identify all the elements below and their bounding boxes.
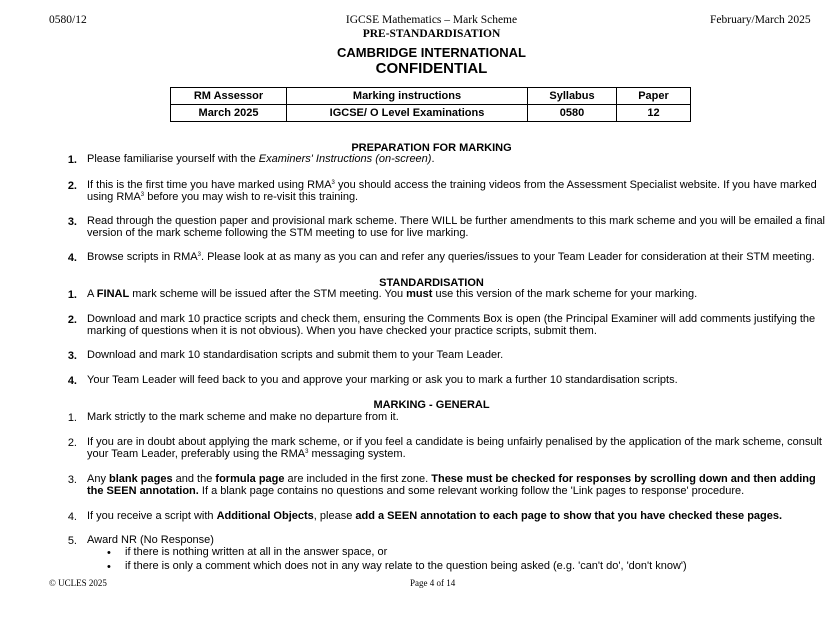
item-number: 3. (67, 216, 77, 228)
meta-value-cell: 12 (617, 105, 691, 122)
gen-item-4: If you receive a script with Additional Objects, please add a SEEN annotation to each page to show that you have checked these pages. (87, 510, 783, 522)
item-number: 3. (67, 474, 77, 486)
meta-header-cell: Paper (617, 88, 691, 105)
bullet-text: if there is only a comment which does not in any way relate to the question being asked (e.g. 'can't do', 'don't know') (125, 560, 687, 572)
prep-item-1: Please familiarise yourself with the Examiners' Instructions (on-screen). (87, 153, 435, 165)
gen-item-1: Mark strictly to the mark scheme and make no departure from it. (87, 411, 399, 423)
std-item-4: Your Team Leader will feed back to you and approve your marking or ask you to mark a further 10 standardisation scripts. (87, 374, 678, 386)
section-heading-standardisation: STANDARDISATION (379, 277, 484, 289)
meta-value-cell: March 2025 (171, 105, 287, 122)
bullet-icon: • (107, 561, 111, 573)
bullet-text: if there is nothing written at all in the answer space, or (125, 546, 388, 558)
exam-date: February/March 2025 (710, 14, 811, 26)
item-number: 1. (67, 412, 77, 424)
std-item-3: Download and mark 10 standardisation scripts and submit them to your Team Leader. (87, 349, 504, 361)
meta-header-cell: RM Assessor (171, 88, 287, 105)
item-number: 1. (67, 289, 77, 301)
meta-value-cell: 0580 (528, 105, 617, 122)
item-number: 4. (67, 252, 77, 264)
gen-item-3: Any blank pages and the formula page are included in the first zone. These must be checked for responses by scrolling down and then adding the SEEN annotation. If a blank page contains no questions and some relevant working follow the 'Link pages to response' procedure. (87, 473, 816, 497)
meta-header-cell: Marking instructions (287, 88, 528, 105)
page-number: Page 4 of 14 (410, 578, 456, 588)
gen-item-5: Award NR (No Response) (87, 534, 214, 546)
gen-item-2: If you are in doubt about applying the mark scheme, or if you feel a candidate is being unfairly penalised by the application of the mark scheme, consult your Team Leader, preferably using the RMA$^3$ messaging system. (87, 436, 822, 460)
item-number: 3. (67, 350, 77, 362)
item-number: 4. (67, 511, 77, 523)
section-heading-preparation: PREPARATION FOR MARKING (351, 142, 512, 154)
document-title: IGCSE Mathematics – Mark Scheme (345, 14, 518, 26)
meta-value-cell: IGCSE/ O Level Examinations (287, 105, 528, 122)
prep-item-4: Browse scripts in RMA$^3$. Please look at as many as you can and refer any queries/issues to your Team Leader for consideration at their STM meeting. (87, 251, 815, 263)
item-number: 5. (67, 535, 77, 547)
item-number: 2. (67, 180, 77, 192)
item-number: 1. (67, 154, 77, 166)
meta-header-cell: Syllabus (528, 88, 617, 105)
prep-item-2: If this is the first time you have marked using RMA$^3$ you should access the training videos from the Assessment Specialist website. If you have marked using RMA$^3$ before you may wish to re-visit this training. (87, 179, 817, 203)
organisation-name: CAMBRIDGE INTERNATIONAL (337, 45, 526, 60)
item-number: 4. (67, 375, 77, 387)
prep-item-3: Read through the question paper and provisional mark scheme. There WILL be further amendments to this mark scheme and you will be emailed a final version of the mark scheme following the STM meeting to use for live marking. (87, 215, 826, 239)
item-number: 2. (67, 437, 77, 449)
document-subtitle: PRE-STANDARDISATION (362, 28, 501, 40)
std-item-2: Download and mark 10 practice scripts and check them, ensuring the Comments Box is open (the Principal Examiner will add comments justifying the marking of questions when it is not obvious). When you have checked your practice scripts, submit them. (87, 313, 816, 337)
copyright: © UCLES 2025 (49, 578, 107, 588)
meta-table (170, 87, 691, 122)
syllabus-code: 0580/12 (49, 14, 87, 26)
item-number: 2. (67, 314, 77, 326)
confidential-label: CONFIDENTIAL (375, 60, 488, 77)
section-heading-general: MARKING - GENERAL (373, 399, 490, 411)
meta-header-row (171, 88, 691, 105)
std-item-1: A FINAL mark scheme will be issued after the STM meeting. You must use this version of the mark scheme for your marking. (87, 288, 698, 300)
bullet-icon: • (107, 547, 111, 559)
meta-value-row (171, 105, 691, 122)
